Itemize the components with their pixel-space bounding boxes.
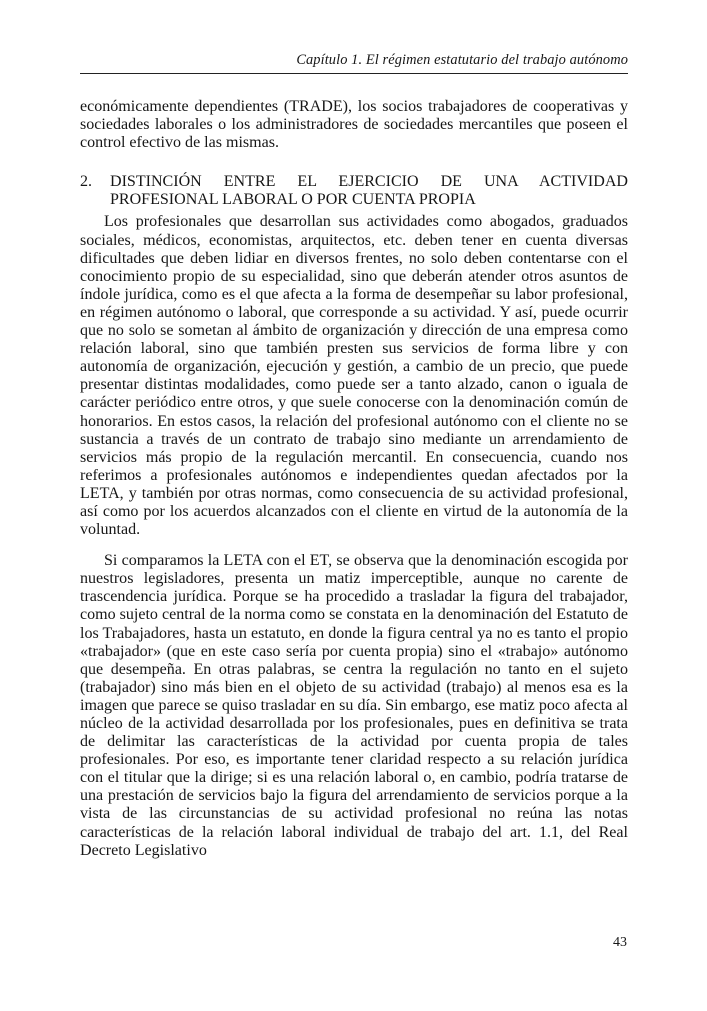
- document-page: [80, 52, 628, 860]
- section-number: 2.: [80, 173, 93, 191]
- section-heading: [80, 173, 628, 209]
- page-number: 43: [613, 935, 627, 950]
- running-header: Capítulo 1. El régimen estatutario del trabajo autónomo: [80, 52, 628, 74]
- body-text: [80, 98, 628, 860]
- paragraph-2: Si comparamos la LETA con el ET, se observa que la denominación escogida por nuestros legisladores, presenta un matiz imperceptible, aunque no carente de trascendencia jurídica. Porque se ha procedido a trasladar la figura del trabajador, como sujeto central de la norma como se constata en la denominación del Estatuto de los Trabajadores, hasta un estatuto, en donde la figura central ya no es tanto el propio «trabajador» (que en este caso sería por cuenta propia) sino el «trabajo» autónomo que desempeña. En otras palabras, se centra la regulación no tanto en el sujeto (trabajador) sino más bien en el objeto de su actividad (trabajo) al menos esa es la imagen que parece se quiso trasladar en su día. Sin embargo, ese matiz poco afecta al núcleo de la actividad desarrollada por los profesionales, pues en definitiva se trata de delimitar las características de la actividad por cuenta propia de tales profesionales. Por eso, es importante tener claridad respecto a su relación jurídica con el titular que la dirige; si es una relación laboral o, en cambio, podría tratarse de una prestación de servicios bajo la figura del arrendamiento de servicios porque a la vista de las circunstancias de su actividad profesional no reúna las notas características de la relación laboral individual de trabajo del art. 1.1, del Real Decreto Legislativo: [80, 552, 628, 859]
- paragraph-1: Los profesionales que desarrollan sus actividades como abogados, graduados sociales, médicos, economistas, arquitectos, etc. deben tener en cuenta diversas dificultades que deben lidiar en diversos frentes, no solo deben contentarse con el conocimiento propio de su especialidad, sino que deberán atender otros asuntos de índole jurídica, como es el que afecta a la forma de desempeñar su labor profesional, en régimen autónomo o laboral, que corresponde a su actividad. Y así, puede ocurrir que no solo se sometan al ámbito de organización y dirección de una empresa como relación laboral, sino que también presten sus servicios de forma libre y con autonomía de organización, ejecución y gestión, a cambio de un precio, que puede presentar distintas modalidades, como puede ser a tanto alzado, canon o iguala de carácter periódico entre otros, y que suele conocerse con la denominación común de honorarios. En estos casos, la relación del profesional autónomo con el cliente no se sustancia a través de un contrato de trabajo sino mediante un arrendamiento de servicios más propio de la regulación mercantil. En consecuencia, cuando nos referimos a profesionales autónomos e independientes quedan afectados por la LETA, y también por otras normas, como consecuencia de su actividad profesional, así como por los acuerdos alcanzados con el cliente en virtud de la autonomía de la voluntad.: [80, 213, 628, 539]
- continued-paragraph: económicamente dependientes (TRADE), los socios trabajadores de cooperativas y sociedades laborales o los administradores de sociedades mercantiles que poseen el control efectivo de las mismas.: [80, 98, 628, 152]
- section-title: DISTINCIÓN ENTRE EL EJERCICIO DE UNA ACTIVIDAD PROFESIONAL LABORAL O POR CUENTA PROPIA: [110, 173, 628, 209]
